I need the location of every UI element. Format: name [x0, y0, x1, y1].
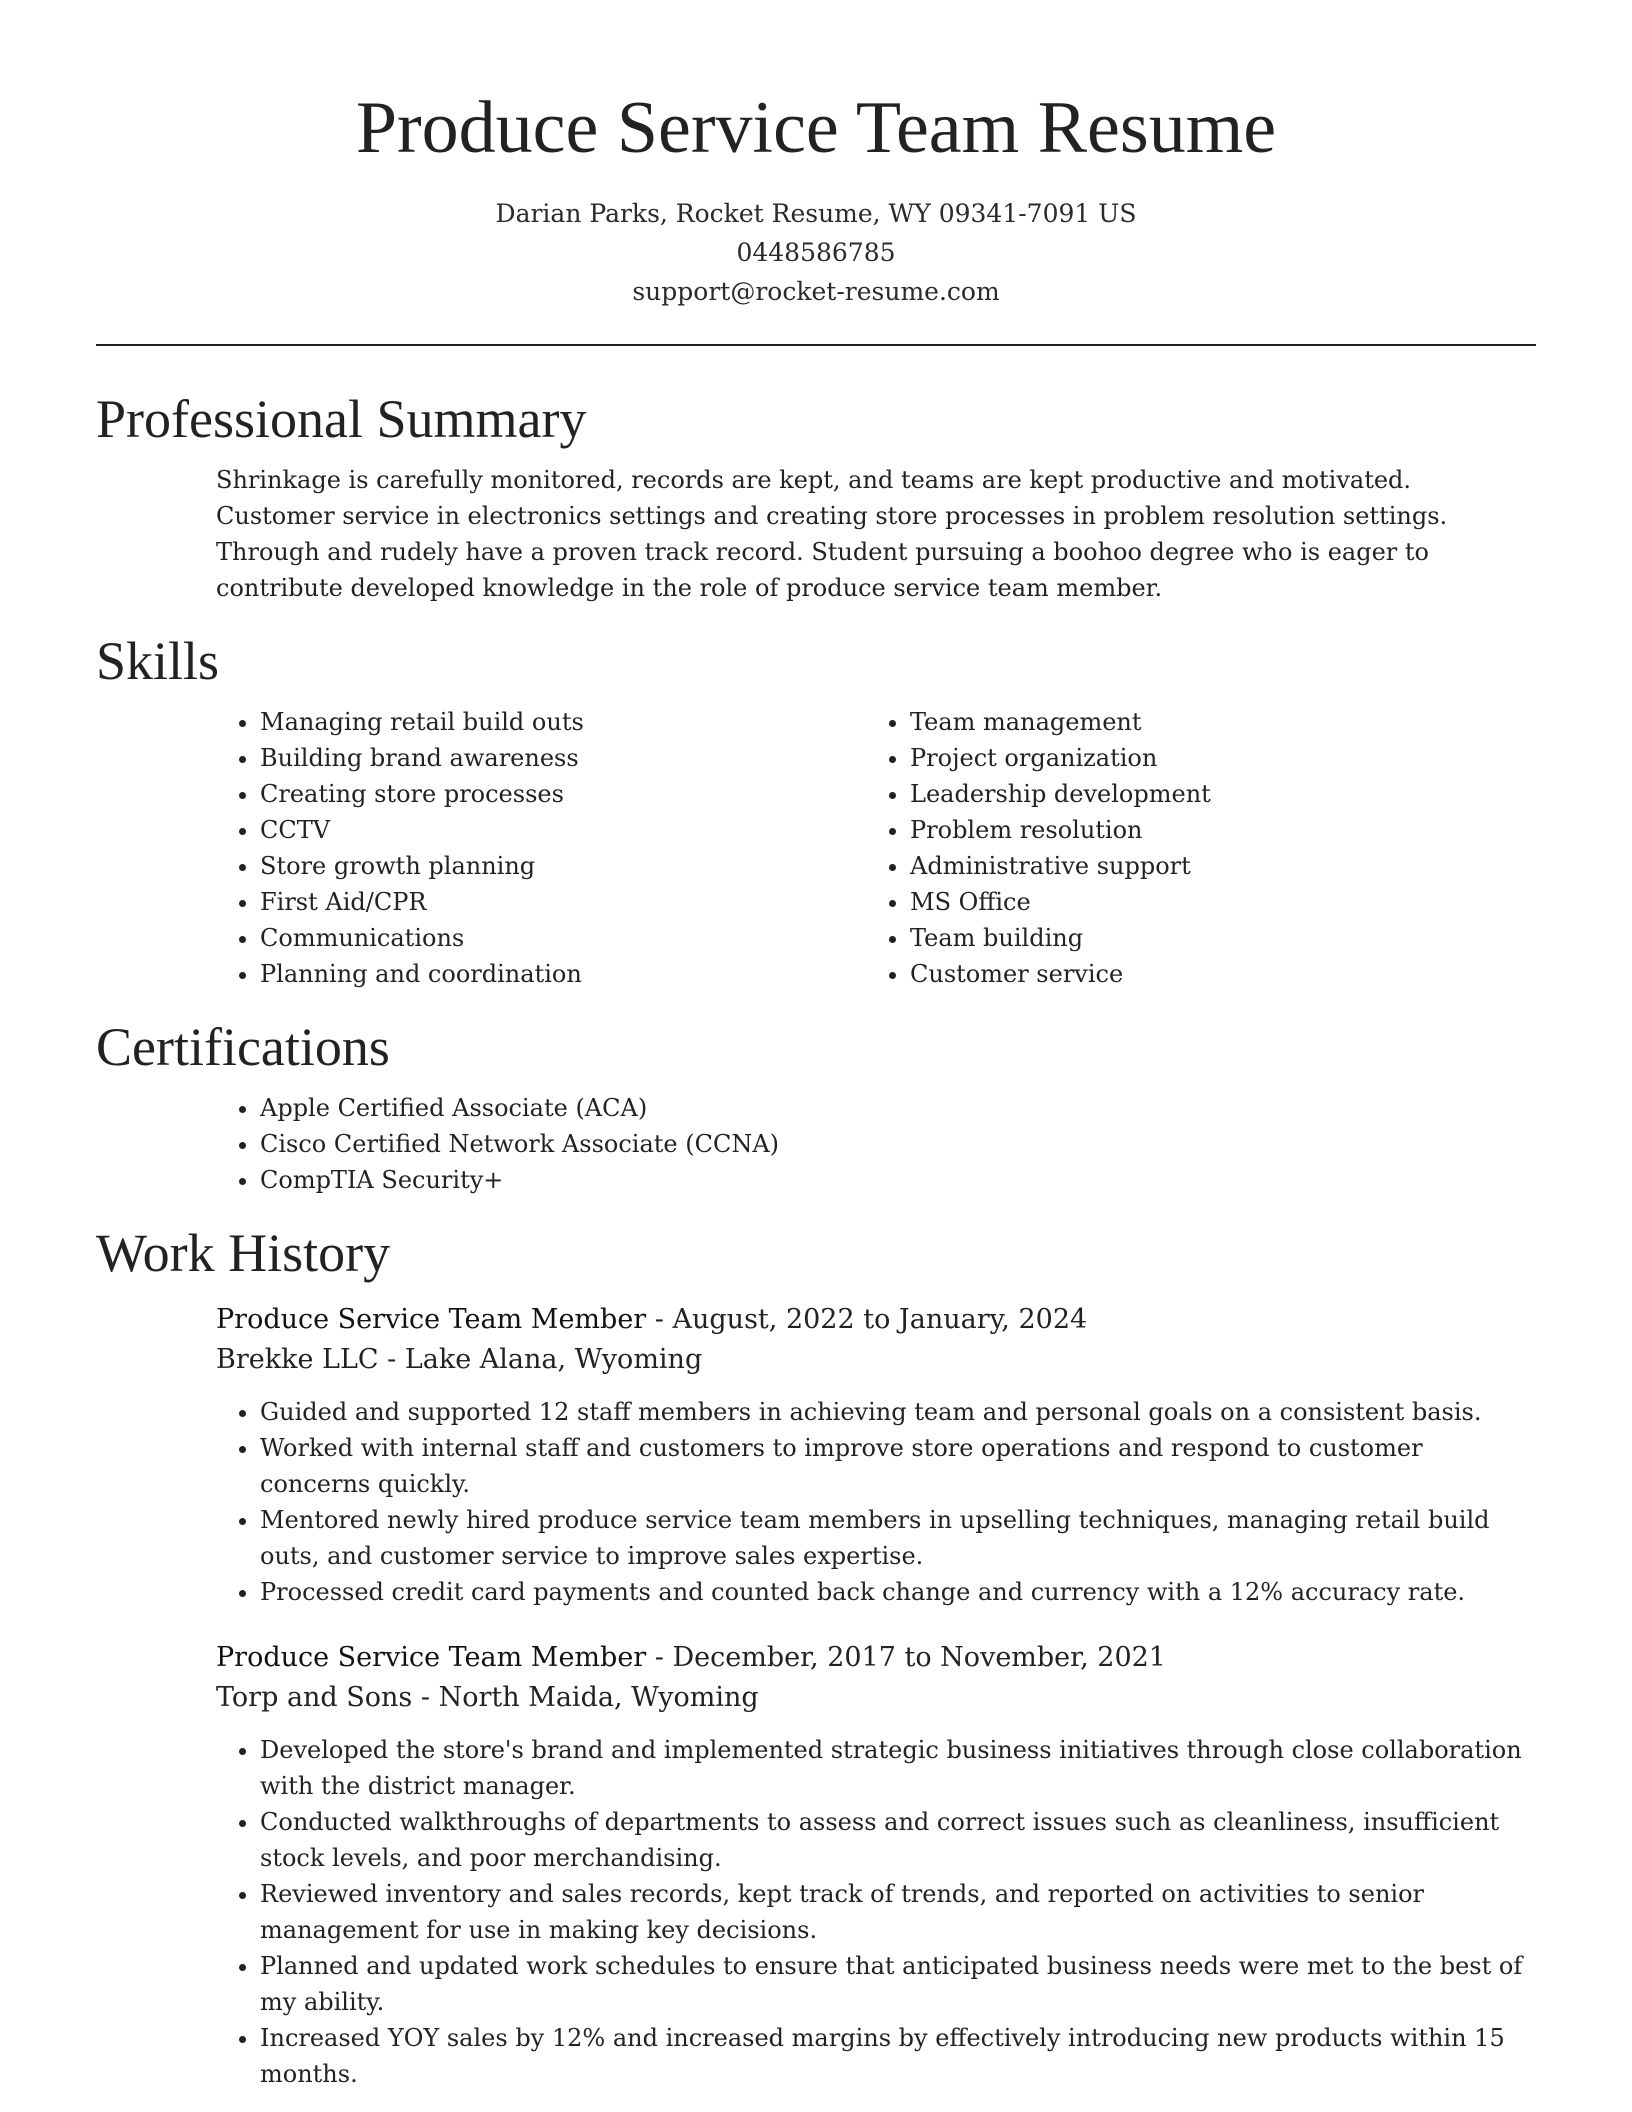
- skills-column-right: [866, 704, 1516, 992]
- job-dates: - August, 2022 to January, 2024: [646, 1304, 1088, 1335]
- job-role: Produce Service Team Member: [216, 1642, 647, 1673]
- job-company-line: [216, 1678, 1536, 1718]
- skill-item: • First Aid/CPR: [260, 884, 866, 920]
- skill-item: • Communications: [260, 920, 866, 956]
- certification-item: • Apple Certified Associate (ACA): [260, 1090, 1536, 1126]
- job-duties-list: [216, 1394, 1536, 1610]
- job-duty-item: • Worked with internal staff and customers to improve store operations and respond to customer concerns quickly.: [260, 1430, 1536, 1502]
- certifications-section: [96, 1090, 1536, 1198]
- work-history-section: [96, 1300, 1536, 2092]
- job-duty-item: • Planned and updated work schedules to ensure that anticipated business needs were met to the best of my ability.: [260, 1948, 1536, 2020]
- job-duties-list: [216, 1732, 1536, 2092]
- job-dates: - December, 2017 to November, 2021: [646, 1642, 1166, 1673]
- summary-text: Shrinkage is carefully monitored, records are kept, and teams are kept productive and motivated. Customer service in electronics settings and creating store processes in problem resolution settings. Through and rudely have a proven track record. Student pursuing a boohoo degree who is eager to contribute developed knowledge in the role of produce service team member.: [216, 466, 1448, 602]
- job-company: Brekke LLC: [216, 1344, 379, 1375]
- job-duty-item: • Developed the store's brand and implemented strategic business initiatives through close collaboration with the district manager.: [260, 1732, 1536, 1804]
- contact-email: support@rocket-resume.com: [632, 277, 1000, 306]
- skill-item: • Store growth planning: [260, 848, 866, 884]
- certification-item: • CompTIA Security+: [260, 1162, 1536, 1198]
- job-duty-item: • Guided and supported 12 staff members in achieving team and personal goals on a consistent basis.: [260, 1394, 1536, 1430]
- skill-item: • Creating store processes: [260, 776, 866, 812]
- certification-item: • Cisco Certified Network Associate (CCNA): [260, 1126, 1536, 1162]
- job-company-line: [216, 1340, 1536, 1380]
- job-entry: [216, 1300, 1536, 1610]
- skill-item: • Leadership development: [910, 776, 1516, 812]
- job-location: - North Maida, Wyoming: [412, 1682, 759, 1713]
- skills-heading: Skills: [96, 631, 220, 691]
- job-duty-item: • Increased YOY sales by 12% and increased margins by effectively introducing new products within 15 months.: [260, 2020, 1536, 2092]
- job-title-line: [216, 1300, 1536, 1340]
- skills-grid: [216, 704, 1536, 992]
- skill-item: • Planning and coordination: [260, 956, 866, 992]
- work-history-heading: Work History: [96, 1223, 391, 1283]
- skill-item: • Administrative support: [910, 848, 1516, 884]
- job-role: Produce Service Team Member: [216, 1304, 647, 1335]
- skill-item: • Project organization: [910, 740, 1516, 776]
- job-entry: [216, 1638, 1536, 2092]
- skills-column-left: [216, 704, 866, 992]
- contact-address: Darian Parks, Rocket Resume, WY 09341-7091 US: [495, 199, 1137, 228]
- certifications-heading: Certifications: [96, 1017, 390, 1077]
- skill-item: • CCTV: [260, 812, 866, 848]
- skill-item: • Managing retail build outs: [260, 704, 866, 740]
- resume-title: Produce Service Team Resume: [355, 87, 1277, 169]
- skill-item: • Problem resolution: [910, 812, 1516, 848]
- job-location: - Lake Alana, Wyoming: [378, 1344, 703, 1375]
- skill-item: • Team management: [910, 704, 1516, 740]
- skill-item: • Team building: [910, 920, 1516, 956]
- summary-section: [96, 462, 1536, 606]
- job-duty-item: • Conducted walkthroughs of departments to assess and correct issues such as cleanliness, insufficient stock levels, and poor merchandising.: [260, 1804, 1536, 1876]
- contact-block: [96, 194, 1536, 311]
- job-duty-item: • Mentored newly hired produce service team members in upselling techniques, managing retail build outs, and customer service to improve sales expertise.: [260, 1502, 1536, 1574]
- job-title-line: [216, 1638, 1536, 1678]
- skill-item: • Building brand awareness: [260, 740, 866, 776]
- skill-item: • Customer service: [910, 956, 1516, 992]
- job-duty-item: • Processed credit card payments and counted back change and currency with a 12% accuracy rate.: [260, 1574, 1536, 1610]
- skills-list-left: [216, 704, 866, 992]
- skill-item: • MS Office: [910, 884, 1516, 920]
- skills-section: [96, 704, 1536, 992]
- header-divider: [96, 344, 1536, 346]
- job-duty-item: • Reviewed inventory and sales records, kept track of trends, and reported on activities to senior management for use in making key decisions.: [260, 1876, 1536, 1948]
- skills-list-right: [866, 704, 1516, 992]
- summary-heading: Professional Summary: [96, 389, 587, 449]
- job-company: Torp and Sons: [216, 1682, 413, 1713]
- certifications-list: [216, 1090, 1536, 1198]
- contact-phone: 0448586785: [736, 238, 896, 267]
